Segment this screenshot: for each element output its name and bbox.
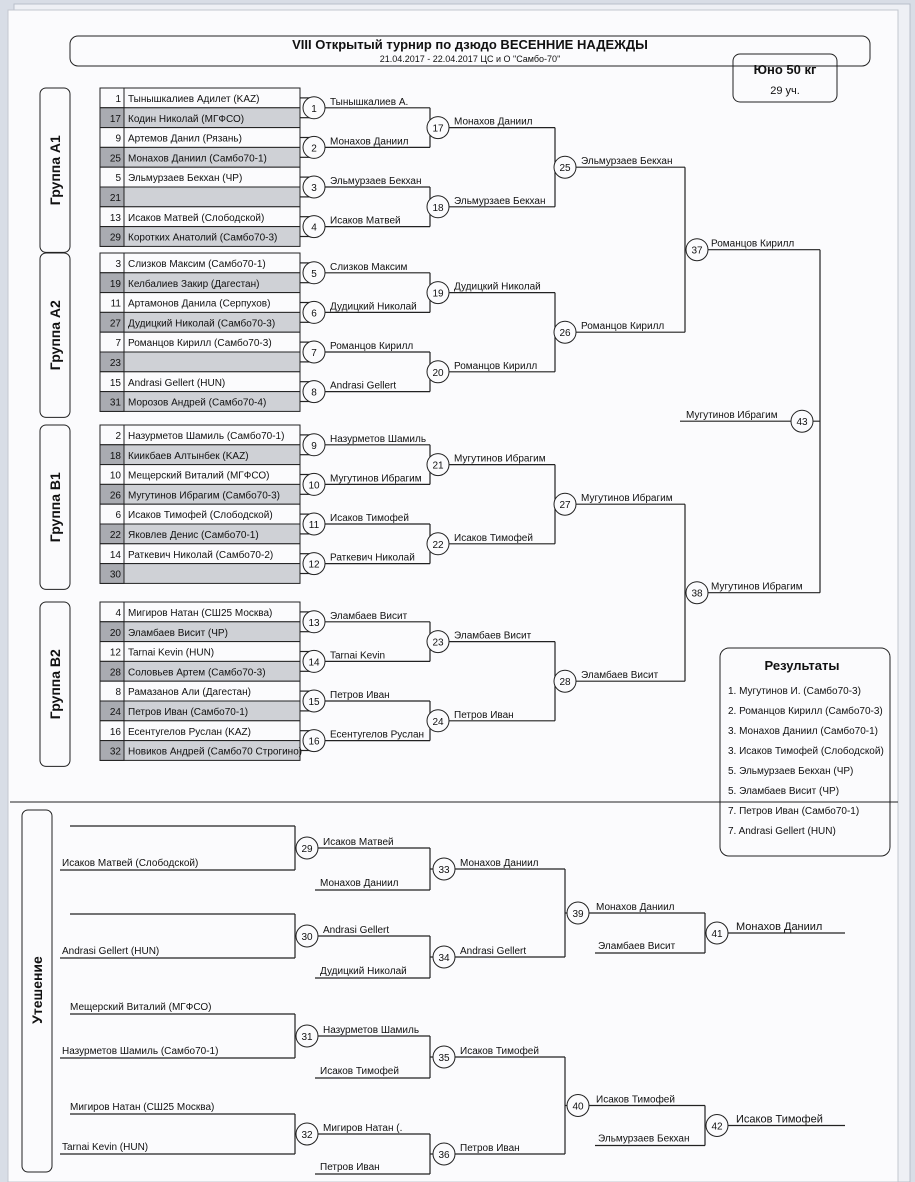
entrant-name: Новиков Андрей (Самбо70 Строгино)	[128, 746, 303, 758]
bout-number: 33	[438, 865, 450, 876]
bout-winner: Есентугелов Руслан	[330, 729, 425, 741]
entrant-name: Петров Иван (Самбо70-1)	[128, 707, 249, 718]
entrant-name: Эльмурзаев Бекхан (ЧР)	[128, 173, 243, 185]
bout-number: 38	[691, 588, 703, 600]
entrant-name: Andrasi Gellert (HUN)	[128, 377, 226, 389]
bout-number: 13	[308, 617, 320, 629]
bout-winner: Слизков Максим	[330, 261, 408, 273]
bout-number: 41	[711, 929, 723, 940]
champion-name: Мугутинов Ибрагим	[686, 410, 778, 422]
entrant-name: Романцов Кирилл (Самбо70-3)	[128, 338, 272, 350]
bout-number: 6	[311, 308, 317, 320]
repechage-entrant: Tarnai Kevin (HUN)	[62, 1142, 149, 1153]
bout-number: 9	[311, 440, 317, 452]
bout-number: 18	[432, 202, 444, 214]
entrant-name: Назурметов Шамиль (Самбо70-1)	[128, 431, 285, 442]
bout-winner: Монахов Даниил	[460, 858, 539, 869]
seed-number: 29	[109, 232, 121, 244]
bout-number: 11	[308, 520, 320, 531]
result-item: 5. Эламбаев Висит (ЧР)	[728, 786, 840, 797]
repechage-entrant: Назурметов Шамиль (Самбо70-1)	[62, 1046, 219, 1057]
seed-number: 7	[115, 338, 121, 350]
bout-winner: Дудицкий Николай	[330, 301, 417, 313]
entrant-name: Коротких Анатолий (Самбо70-3)	[128, 232, 278, 244]
page-subtitle: 21.04.2017 - 22.04.2017 ЦС и О "Самбо-70"	[379, 54, 561, 64]
entrant-name: Монахов Даниил (Самбо70-1)	[128, 153, 267, 165]
repechage-entrant: Мещерский Виталий (МГФСО)	[70, 1002, 212, 1013]
repechage-entrant: Монахов Даниил	[320, 878, 399, 889]
result-item: 7. Петров Иван (Самбо70-1)	[728, 806, 860, 817]
bout-number: 40	[572, 1101, 584, 1113]
bout-number: 14	[308, 657, 320, 669]
seed-number: 22	[109, 530, 121, 541]
bout-winner: Tarnai Kevin	[330, 650, 386, 662]
repechage-entrant: Эламбаев Висит	[598, 941, 676, 952]
bout-winner: Раткевич Николай	[330, 552, 415, 564]
bout-winner: Эльмурзаев Бекхан	[581, 156, 673, 168]
repechage-entrant: Мигиров Натан (СШ25 Москва)	[70, 1102, 215, 1113]
bout-winner: Исаков Тимофей	[330, 513, 409, 524]
bout-winner: Эламбаев Висит	[581, 670, 659, 682]
bout-number: 35	[438, 1053, 450, 1064]
seed-number: 27	[109, 318, 121, 330]
bout-winner: Петров Иван	[460, 1143, 520, 1154]
bout-number: 37	[691, 245, 703, 257]
bout-number: 12	[308, 559, 320, 571]
group-label: Группа А2	[47, 300, 63, 371]
result-item: 3. Исаков Тимофей (Слободской)	[728, 746, 884, 757]
bout-winner: Тынышкалиев А.	[330, 96, 409, 108]
bout-winner: Дудицкий Николай	[454, 281, 541, 293]
seed-number: 4	[115, 608, 121, 619]
bout-number: 23	[432, 637, 444, 649]
seed-number: 15	[109, 377, 121, 389]
bout-number: 8	[311, 387, 317, 399]
seed-number: 21	[109, 193, 121, 204]
entrant-name: Тынышкалиев Адилет (KAZ)	[128, 94, 260, 105]
bout-winner: Исаков Тимофей	[460, 1046, 539, 1057]
entry-row	[100, 352, 300, 372]
bout-number: 29	[301, 844, 313, 855]
weight-category: Юно 50 кг	[753, 62, 817, 77]
result-item: 1. Мугутинов И. (Самбо70-3)	[728, 686, 861, 697]
seed-number: 30	[109, 569, 121, 581]
bout-winner: Монахов Даниил	[454, 116, 533, 128]
bout-winner: Петров Иван	[454, 709, 514, 721]
bronze-winner: Монахов Даниил	[736, 921, 823, 933]
entrant-name: Tarnai Kevin (HUN)	[128, 647, 215, 659]
bout-winner: Романцов Кирилл	[454, 360, 538, 372]
bout-number: 15	[308, 697, 320, 708]
result-item: 3. Монахов Даниил (Самбо70-1)	[728, 726, 879, 737]
seed-number: 3	[115, 259, 121, 270]
bout-number: 16	[308, 736, 320, 748]
bout-winner: Романцов Кирилл	[330, 341, 414, 352]
result-item: 7. Andrasi Gellert (HUN)	[728, 826, 836, 837]
bronze-winner: Исаков Тимофей	[736, 1113, 823, 1126]
entrant-name: Келбалиев Закир (Дагестан)	[128, 278, 260, 290]
bout-winner: Романцов Кирилл	[711, 238, 795, 250]
entrant-name: Раткевич Николай (Самбо70-2)	[128, 549, 274, 561]
result-item: 2. Романцов Кирилл (Самбо70-3)	[728, 706, 883, 717]
bout-number: 31	[301, 1032, 313, 1043]
bout-winner: Исаков Тимофей	[596, 1094, 675, 1106]
seed-number: 1	[115, 94, 121, 105]
bout-number: 4	[311, 222, 317, 234]
bout-number: 34	[438, 953, 450, 964]
bout-winner: Петров Иван	[330, 690, 390, 701]
entrant-name: Исаков Тимофей (Слободской)	[128, 510, 273, 522]
bout-winner: Назурметов Шамиль	[323, 1025, 420, 1036]
seed-number: 32	[109, 746, 121, 758]
repechage-entrant: Исаков Тимофей	[320, 1066, 399, 1077]
entrant-name: Дудицкий Николай (Самбо70-3)	[128, 318, 276, 330]
bout-number: 17	[432, 123, 444, 135]
entrant-name: Есентугелов Руслан (KAZ)	[128, 726, 251, 738]
bout-number: 3	[311, 183, 317, 194]
seed-number: 31	[109, 397, 121, 409]
entrant-name: Яковлев Денис (Самбо70-1)	[128, 530, 259, 541]
seed-number: 20	[109, 627, 121, 639]
entrant-name: Соловьев Артем (Самбо70-3)	[128, 667, 266, 679]
bout-number: 42	[711, 1121, 723, 1133]
bout-number: 7	[311, 348, 317, 359]
repechage-entrant: Петров Иван	[320, 1162, 380, 1173]
bout-winner: Мугутинов Ибрагим	[454, 453, 546, 465]
bout-winner: Эльмурзаев Бекхан	[454, 195, 546, 207]
bout-winner: Andrasi Gellert	[460, 946, 527, 957]
bout-number: 28	[559, 677, 571, 689]
seed-number: 18	[109, 450, 121, 462]
bout-number: 21	[432, 460, 444, 472]
seed-number: 16	[109, 726, 121, 738]
consolation-label: Утешение	[29, 956, 45, 1024]
bout-number: 26	[559, 328, 571, 340]
bout-number: 27	[559, 500, 571, 512]
seed-number: 17	[109, 113, 121, 125]
seed-number: 25	[109, 153, 121, 165]
entrant-name: Исаков Матвей (Слободской)	[128, 212, 265, 224]
entrant-name: Мугутинов Ибрагим (Самбо70-3)	[128, 490, 280, 502]
bout-winner: Мугутинов Ибрагим	[330, 473, 422, 485]
participants-count: 29 уч.	[770, 85, 800, 97]
entrant-name: Слизков Максим (Самбо70-1)	[128, 259, 266, 270]
repechage-entrant: Исаков Матвей (Слободской)	[62, 858, 199, 869]
page-title: VIII Открытый турнир по дзюдо ВЕСЕННИЕ НАДЕЖДЫ	[292, 37, 648, 52]
seed-number: 6	[115, 510, 121, 522]
bout-number: 25	[559, 163, 571, 175]
repechage-entrant: Дудицкий Николай	[320, 966, 407, 977]
bout-winner: Романцов Кирилл	[581, 321, 665, 333]
seed-number: 26	[109, 490, 121, 502]
bout-winner: Мугутинов Ибрагим	[581, 493, 673, 505]
entrant-name: Артемов Данил (Рязань)	[128, 133, 242, 145]
bout-number: 1	[311, 103, 317, 115]
group-label: Группа В1	[47, 472, 63, 543]
repechage-entrant: Andrasi Gellert (HUN)	[62, 946, 160, 957]
bout-number: 30	[301, 932, 313, 943]
bout-number: 24	[432, 716, 444, 728]
bout-number: 32	[301, 1130, 313, 1141]
bout-winner: Исаков Матвей	[323, 837, 394, 848]
seed-number: 24	[109, 707, 121, 718]
bout-number: 39	[572, 909, 584, 920]
group-label: Группа В2	[47, 649, 63, 720]
entrant-name: Мигиров Натан (СШ25 Москва)	[128, 608, 273, 619]
entrant-name: Эламбаев Висит (ЧР)	[128, 627, 228, 639]
bout-winner: Эламбаев Висит	[330, 610, 408, 622]
seed-number: 2	[115, 431, 121, 442]
entrant-name: Киикбаев Алтынбек (KAZ)	[128, 450, 249, 462]
repechage-entrant: Эльмурзаев Бекхан	[598, 1133, 690, 1145]
bout-winner: Исаков Тимофей	[454, 532, 533, 544]
bout-number: 10	[308, 480, 320, 492]
bout-winner: Эльмурзаев Бекхан	[330, 176, 422, 187]
bout-number: 19	[432, 288, 444, 300]
seed-number: 10	[109, 470, 121, 482]
bout-winner: Мигиров Натан (.	[323, 1123, 403, 1134]
seed-number: 8	[115, 687, 121, 699]
bout-number: 43	[796, 417, 808, 429]
bout-winner: Монахов Даниил	[596, 902, 675, 913]
group-label: Группа А1	[47, 135, 63, 206]
entry-row	[100, 564, 300, 584]
bout-number: 2	[311, 143, 317, 155]
entrant-name: Морозов Андрей (Самбо70-4)	[128, 397, 267, 409]
bout-number: 5	[311, 268, 317, 280]
bout-winner: Andrasi Gellert	[323, 925, 390, 936]
bout-winner: Мугутинов Ибрагим	[711, 581, 803, 593]
seed-number: 28	[109, 667, 121, 679]
seed-number: 9	[115, 133, 121, 145]
entry-row	[100, 187, 300, 207]
seed-number: 14	[109, 549, 121, 561]
bout-number: 22	[432, 539, 444, 551]
bout-winner: Назурметов Шамиль	[330, 433, 427, 445]
bout-winner: Монахов Даниил	[330, 136, 409, 148]
seed-number: 13	[109, 212, 121, 224]
bout-number: 36	[438, 1150, 450, 1161]
seed-number: 23	[109, 358, 121, 369]
result-item: 5. Эльмурзаев Бекхан (ЧР)	[728, 766, 854, 777]
entrant-name: Мещерский Виталий (МГФСО)	[128, 470, 270, 482]
bout-winner: Andrasi Gellert	[330, 380, 397, 392]
bout-winner: Эламбаев Висит	[454, 630, 532, 642]
entrant-name: Кодин Николай (МГФСО)	[128, 113, 245, 125]
entrant-name: Рамазанов Али (Дагестан)	[128, 687, 251, 699]
seed-number: 5	[115, 173, 121, 185]
bout-number: 20	[432, 367, 444, 379]
seed-number: 19	[109, 278, 121, 290]
bout-winner: Исаков Матвей	[330, 215, 401, 227]
results-title: Результаты	[764, 658, 840, 673]
entrant-name: Артамонов Данила (Серпухов)	[128, 298, 271, 310]
seed-number: 12	[109, 647, 121, 659]
seed-number: 11	[110, 298, 121, 310]
